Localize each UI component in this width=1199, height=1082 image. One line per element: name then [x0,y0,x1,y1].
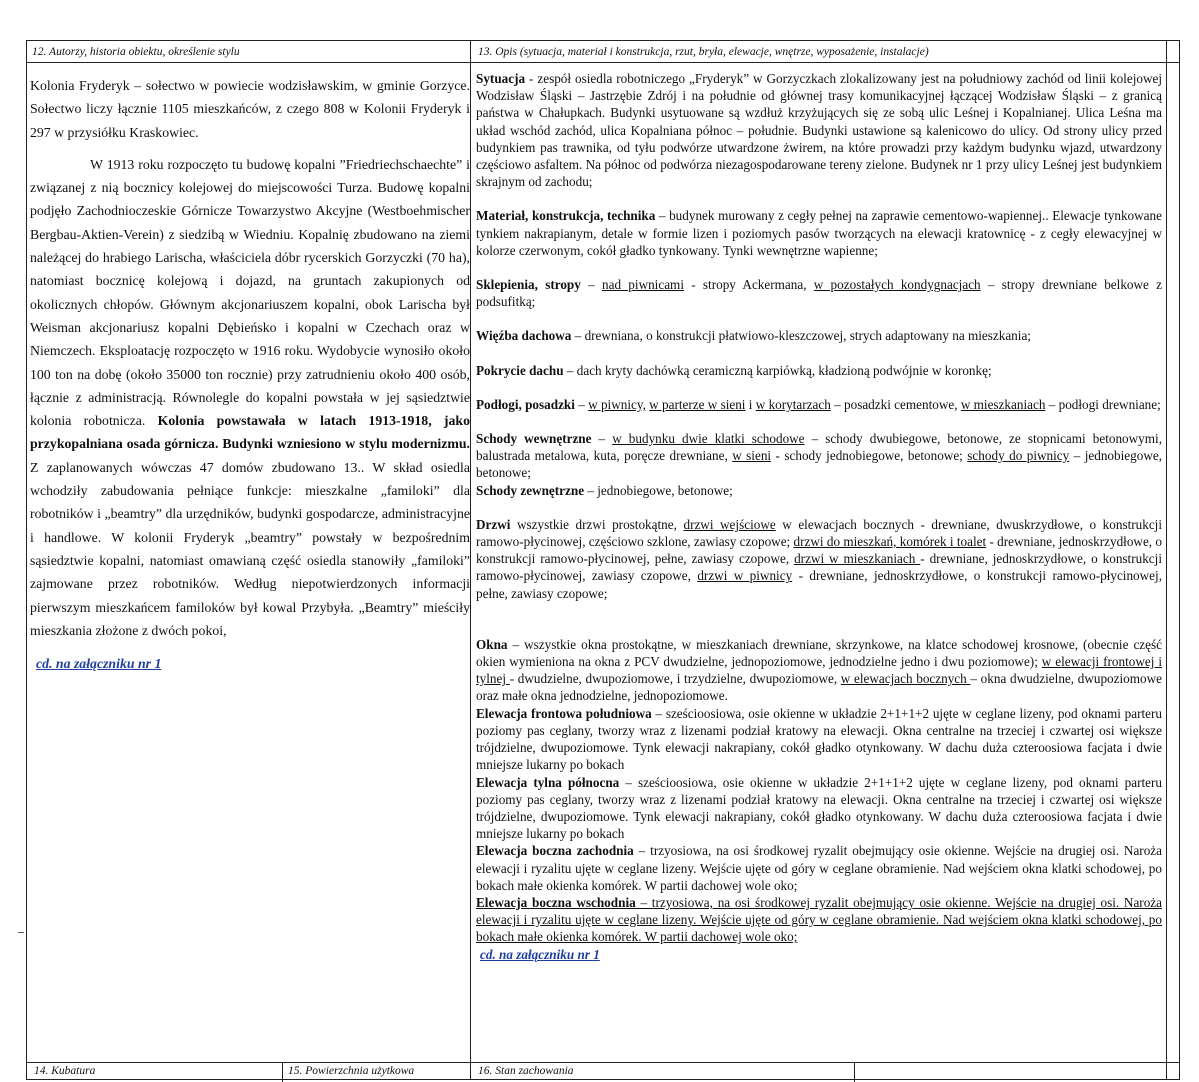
podlogi-underline-3: w korytarzach [755,396,831,412]
okna-text-0: – wszystkie okna prostokątne, w mieszkaniach drewniane, skrzynkowe, na klatce schodowej krosnowe, (obecnie część okien wymieniona na okna z PCV dwudzielne, jednopoziomowe, jednodzielne jedno i dwu poziomowe); [476,636,1162,670]
elewacja-wschodnia-text: – trzyosiowa, na osi środkowej ryzalit obejmujący osie okienne. Wejście na drugiej osi. Naroża elewacji i ryzalitu ujęte w ceglane lizeny. Wejście ujęte od góry w ceglane obramienie. Nad wejściem okna klatki schodowej, po bokach małe okienka komórek. W partii dachowej wole oko; [476,894,1162,945]
schody-wewnetrzne-block [476,430,1162,482]
podlogi-text-3: – posadzki cementowe, [830,396,961,412]
elewacja-frontowa-label: Elewacja frontowa południowa [476,705,652,721]
bottom-divider-1 [282,1062,283,1082]
schody-wewnetrzne-label: Schody wewnętrzne [476,431,592,447]
podlogi-underline-2: w parterze w sieni [649,396,746,412]
drzwi-text-2: - drewniane, jednoskrzydłowe, o konstrukcji ramowo-płycinowej, pełne, zawiasy czopowe, [476,534,1162,567]
header-rule [26,62,1180,63]
schody-zewnetrzne-block [476,482,1162,499]
history-paragraph-2 [30,153,470,642]
podlogi-underline-1: w piwnicy, [588,396,646,412]
schody-zewnetrzne-text: – jednobiegowe, betonowe; [584,482,733,498]
attachment-link-left[interactable]: cd. na załączniku nr 1 [36,656,162,672]
elewacja-tylna-text: – sześcioosiowa, osie okienne w układzie 2+1+1+2 ujęte w ceglane lizeny, pod oknami parteru poziomy pas ceglany, tworzy wraz z lizenami podział kratowy na elewacji. Okna centralne na trzeciej i czwartej osi większe trójdzielne, dwupoziomowe. Tynk elewacji nakrapiany, cokół gładko otynkowany. W dachu duża czteroosiowa facjata i dwie mniejsze lukarny po bokach [476,774,1162,842]
history-column [30,74,470,675]
margin-mark [18,932,24,933]
drzwi-underline-1: drzwi wejściowe [683,516,776,532]
section-13-header: 13. Opis (sytuacja, materiał i konstrukcja, rzut, bryła, elewacje, wnętrze, wyposażenie, instalacje) [478,46,929,58]
okna-underline-2: w elewacjach bocznych [840,671,971,687]
podlogi-label: Podłogi, posadzki [476,396,575,412]
elewacja-zachodnia-label: Elewacja boczna zachodnia [476,843,634,859]
elewacja-zachodnia-text: – trzyosiowa, na osi środkowej ryzalit obejmujący osie okienne. Wejście na drugiej osi. Naroża elewacji i ryzalitu ujęte w ceglane lizeny. Wejście ujęte od góry w ceglane obramienie. Nad wejściem okna klatki schodowej, po bokach małe okienka komórek. W partii dachowej wole oko; [476,843,1162,893]
podlogi-text-2: i [745,396,756,412]
drzwi-label: Drzwi [476,516,511,532]
section-16-header: 16. Stan zachowania [478,1065,574,1077]
history-text-c: Z zaplanowanych wówczas 47 domów zbudowano 13.. W skład osiedla wchodziły zabudowania pełniące funkcje: mieszkalne „familoki” dla robotników i „beamtry” dla urzędników, budynki gospodarcze, administracyjne i handlowe. W kolonii Fryderyk „beamtry” powstały w bezpośrednim sąsiedztwie kopalni, natomiast omawianą część osiedla stanowiły „familoki” zajmowane przez robotników. Według niepotwierdzonych informacji pierwszym mieszkańcem familoków był kowal Przybyła. „Beamtry” mieściły mieszkania złożone z dwóch pokoi, [30,459,470,638]
bottom-divider-2 [854,1062,855,1082]
schody-w-underline-3: schody do piwnicy [967,448,1070,464]
podlogi-text-4: – podłogi drewniane; [1045,396,1161,412]
schody-w-text-2: - schody jednobiegowe, betonowe; [771,448,968,464]
elewacja-zachodnia-block [476,842,1162,894]
section-14-header: 14. Kubatura [34,1065,96,1077]
sklepienia-text-1: - stropy Ackermana, [683,277,814,293]
schody-w-text-3: – jednobiegowe, betonowe; [476,448,1162,481]
drzwi-text-4: - drewniane, jednoskrzydłowe, o konstrukcji ramowo-płycinowej, pełne, zawiasy czopowe; [476,568,1162,601]
schody-w-text-0: – [591,431,613,447]
material-label: Materiał, konstrukcja, technika [476,208,656,224]
section-12-header: 12. Autorzy, historia obiektu, określenie stylu [32,46,240,58]
drzwi-underline-2: drzwi do mieszkań, komórek i toalet [793,534,987,550]
drzwi-underline-3: drzwi w mieszkaniach [794,551,921,567]
podlogi-underline-4: w mieszkaniach [960,396,1046,412]
drzwi-text-1: w elewacjach bocznych - drewniane, dwuskrzydłowe, o konstrukcji ramowo-płycinowej, częściowo szklone, zawiasy czopowe; [476,516,1163,550]
okna-block [476,636,1162,705]
material-text: – budynek murowany z cegły pełnej na zaprawie cementowo-wapiennej.. Elewacje tynkowane tynkiem nakrapianym, detale w formie lizen i poziomych pasów tworzących na elewacji kratownicę - z cegły elewacyjnej w kolorze czerwonym, cokół gładko tynkowany. Tynki wewnętrzne wapienne; [476,208,1162,258]
okna-text-1: - dwudzielne, dwupoziomowe, i trzydzielne, dwupoziomowe, [509,671,841,687]
schody-w-underline-2: w sieni [732,448,772,464]
attachment-link-right[interactable]: cd. na załączniku nr 1 [480,946,600,962]
wiezba-label: Więźba dachowa [476,328,572,344]
section-15-header: 15. Powierzchnia użytkowa [288,1065,415,1077]
okna-label: Okna [476,636,508,652]
sklepienia-block: Sklepienia, stropy – nad piwnicami - stropy Ackermana, w pozostałych kondygnacjach – stropy drewniane belkowe z podsufitką; [476,277,1163,310]
drzwi-block [476,516,1162,602]
sklepienia-underline-2: w pozostałych kondygnacjach [813,277,981,293]
elewacja-wschodnia-label: Elewacja boczna wschodnia [476,894,636,910]
schody-w-underline-1: w budynku dwie klatki schodowe [612,431,805,447]
drzwi-text-3: - drewniane, jednoskrzydłowe, o konstrukcji ramowo-płycinowej, zawiasy czopowe, [476,551,1162,584]
elewacja-tylna-label: Elewacja tylna północna [476,774,620,790]
pokrycie-block [476,362,1162,379]
elewacja-tylna-block [476,774,1162,843]
sytuacja-block [476,70,1162,190]
drzwi-text-0: wszystkie drzwi prostokątne, [510,516,684,532]
schody-w-text-1: – schody dwubiegowe, betonowe, ze stopnicami betonowymi, balustrada metalowa, kuta, poręcze drewniane, [476,431,1162,464]
wiezba-text: – drewniana, o konstrukcji płatwiowo-kleszczowej, strych adaptowany na mieszkania; [571,328,1031,344]
right-margin-line [1166,40,1167,1080]
okna-text-2: – okna dwudzielne, dwupoziomowe oraz małe okna jednodzielne, jednopoziomowe. [476,671,1162,704]
material-block [476,207,1162,259]
sklepienia-text-2: – stropy drewniane belkowe z podsufitką; [476,277,1163,310]
bottom-section-rule [26,1062,1180,1063]
pokrycie-label: Pokrycie dachu [476,362,564,378]
history-text-a: W 1913 roku rozpoczęto tu budowę kopalni ”Friedriechschaechte” i związanej z nią bocznicy kolejowej do miejscowości Turza. Budowę kopalni podjęło Zachodnioczeskie Górnicze Towarzystwo Akcyjne (Westboehmischer Bergbau-Aktien-Verein) z siedzibą w Wiedniu. Kopalnię zbudowano na ziemi należącej do hrabiego Larischa, właściciela dóbr rycerskich Gorzyczki (70 ha), natomiast bocznicę kolejową i dojazd, na gruntach zakupionych od okolicznych chłopów. Głównym akcjonariuszem kopalni, obok Larischa był Weisman akcjonariusz kopalni Dębieńsko i kopalni w Czechach oraz w Niemczech. Eksploatację rozpoczęto w 1916 roku. Wydobycie wynosiło około 100 ton na dobę (około 35000 ton rocznie) przy zatrudnieniu około 400 osób, łącznie z administracją. Równolegle do kopalni powstała w jej sąsiedztwie kolonia robotnicza. [30,156,470,429]
description-column [476,70,1162,963]
column-divider [470,40,471,1080]
podlogi-block [476,396,1162,413]
schody-zewnetrzne-label: Schody zewnętrzne [476,482,585,498]
sklepienia-underline-1: nad piwnicami [602,277,684,293]
drzwi-underline-4: drzwi w piwnicy [697,568,793,584]
elewacja-frontowa-text: – sześcioosiowa, osie okienne w układzie 2+1+1+2 ujęte w ceglane lizeny, pod oknami parteru poziomy pas ceglany, tworzy wraz z lizenami podział kratowy na elewacji. Okna centralne na trzeciej i czwartej osi większe trójdzielne, dwupoziomowe. Tynk elewacji nakrapiany, cokół gładko otynkowany. W dachu duża czteroosiowa facjata i dwie mniejsze lukarny po bokach [476,705,1162,773]
history-text-bold: Kolonia powstawała w latach 1913-1918, jako przykopalniana osada górnicza. Budynki wzniesiono w stylu modernizmu. [30,413,470,452]
elewacja-frontowa-block [476,705,1162,774]
sklepienia-label: Sklepienia, stropy [476,277,581,293]
history-paragraph-1: Kolonia Fryderyk – sołectwo w powiecie wodzisławskim, w gminie Gorzyce. Sołectwo liczy łącznie 1105 mieszkańców, z czego 808 w Kolonii Fryderyk i 297 w przysiółku Kraskowiec. [30,78,470,140]
sytuacja-text: - zespół osiedla robotniczego „Fryderyk” w Gorzyczkach zlokalizowany jest na południowy zachód od linii kolejowej Wodzisław Śląski – Jastrzębie Zdrój i na południe od głównej trasy komunikacyjnej łączącej Wodzisław Śląski – z granicą państwa w Chałupkach. Budynki usytuowane są wzdłuż krzyżujących się ze sobą ulic Leśnej i Kopalnianej. Ulica Leśna ma układ wschód zachód, ulica Kopalniana północ – południe. Budynki ustawione są kalenicowo do ulicy. Od strony ulicy przed budynkiem pas trawnika, od tyłu podwórze utwardzone żwirem, na które prowadzi przy każdym budynku wjazd, utwardzony częściowo asfaltem. Na północ od podwórza niezagospodarowane tereny zielone. Budynek nr 1 przy ulicy Leśnej jest budynkiem skrajnym od zachodu; [476,71,1162,190]
okna-underline-1: w elewacji frontowej i tylnej [476,654,1162,687]
podlogi-text-0: – [574,396,589,412]
pokrycie-text: – dach kryty dachówką ceramiczną karpiówką, kładzioną podwójnie w koronkę; [563,362,992,378]
sytuacja-label: Sytuacja [476,71,526,86]
wiezba-block [476,327,1162,344]
elewacja-wschodnia-block [476,894,1162,946]
